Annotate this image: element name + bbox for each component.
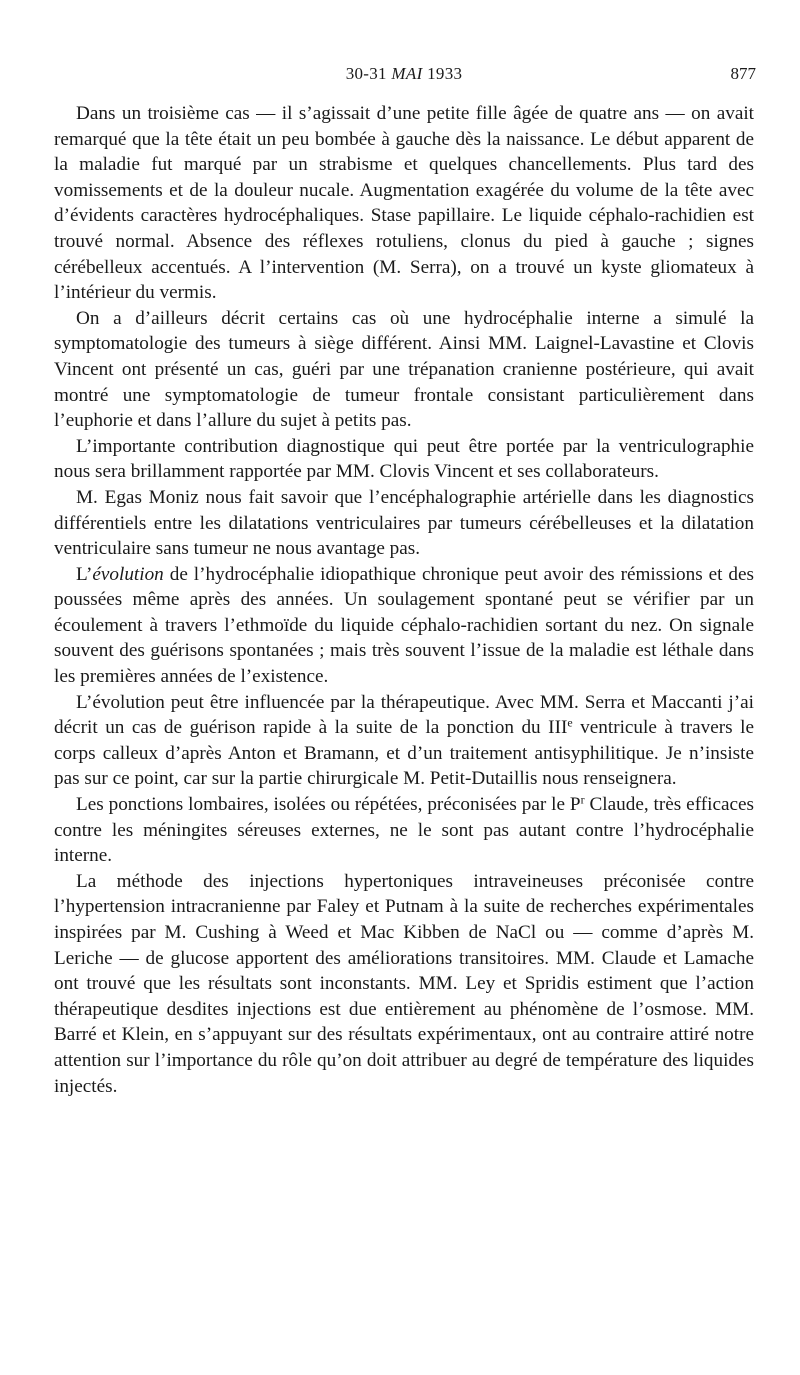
header-date-prefix: 30-31 (345, 64, 387, 83)
paragraph-3: L’importante contribution diagnostique qui peut être portée par la ventriculographie nous sera brillamment rapportée par MM. Clovis Vincent et ses collaborateurs. (54, 435, 754, 483)
header-date-month: MAI (391, 64, 423, 83)
paragraph-6 (54, 690, 754, 792)
paragraph-5-rest: de l’hydrocéphalie idiopathique chronique peut avoir des rémissions et des poussées même après des années. Un soulagement spontané peut se vérifier par un écoulement à travers l’ethmoïde du liquide céphalo-rachidien sortant du nez. On signale souvent des guérisons spontanées ; mais très souvent l’issue de la maladie est léthale dans les premières années de l’existence. (54, 563, 754, 688)
paragraph-1: Dans un troisième cas — il s’agissait d’une petite fille âgée de quatre ans — on avait remarqué que la tête était un peu bombée à gauche dès la naissance. Le début apparent de la maladie fut marqué par un strabisme et quelques chancellements. Plus tard des vomissements et de la douleur nucale. Augmentation exagérée du volume de la tête avec d’évidents caractères hydrocéphaliques. Stase papillaire. Le liquide céphalo-rachidien est trouvé normal. Absence des réflexes rotuliens, clonus du pied à gauche ; signes cérébelleux accentués. A l’intervention (M. Serra), on a trouvé un kyste gliomateux à l’intérieur du vermis. (54, 103, 754, 304)
paragraph-7-part-a: Les ponctions lombaires, isolées ou répétées, préconisées par le P (76, 794, 581, 816)
page-number: 877 (730, 64, 756, 83)
paragraph-2: On a d’ailleurs décrit certains cas où une hydrocéphalie interne a simulé la symptomatologie des tumeurs à siège différent. Ainsi MM. Laignel-Lavastine et Clovis Vincent ont présenté un cas, guéri par une trépanation cranienne postérieure, qui avait montré une symptomatologie de tumeur frontale consistant particulièrement dans l’euphorie et dans l’allure du sujet à petits pas. (54, 307, 754, 432)
paragraph-6-superscript: e (567, 715, 573, 730)
paragraph-7 (54, 792, 754, 869)
paragraph-5 (54, 562, 754, 690)
paragraph-7-part-b: Claude, très efficaces contre les méningites séreuses externes, ne le sont pas autant contre l’hydrocéphalie interne. (54, 794, 754, 867)
paragraph-7-superscript: r (580, 792, 585, 807)
header-date-year: 1933 (427, 64, 463, 83)
paragraph-5-italic: évolution (92, 563, 164, 585)
header-date (54, 64, 754, 84)
paragraph-8: La méthode des injections hypertoniques intraveineuses préconisée contre l’hypertension intracranienne par Faley et Putnam à la suite de recherches expérimentales inspirées par M. Cushing à Weed et Mac Kibben de NaCl ou — comme d’après M. Leriche — de glucose apportent des améliorations transitoires. MM. Claude et Lamache ont trouvé que les résultats sont inconstants. MM. Ley et Spridis estiment que l’action thérapeutique desdites injections est due entièrement au phénomène de l’osmose. MM. Barré et Klein, en s’appuyant sur des résultats expérimentaux, ont au contraire attiré notre attention sur l’importance du rôle qu’on doit attribuer au degré de température des liquides injectés. (54, 870, 754, 1097)
running-header (54, 64, 754, 88)
body-text (54, 101, 754, 1099)
paragraph-6-part-b: ventricule à travers le corps calleux d’après Anton et Bramann, et d’un traitement antisyphilitique. Je n’insiste pas sur ce point, car sur la partie chirurgicale M. Petit-Dutaillis nous renseignera. (54, 717, 755, 790)
paragraph-6-part-a: L’évolution peut être influencée par la thérapeutique. Avec MM. Serra et Maccanti j’ai décrit un cas de guérison rapide à la suite de la ponction du III (54, 691, 754, 739)
paragraph-5-lead: L’ (76, 563, 93, 585)
paragraph-4: M. Egas Moniz nous fait savoir que l’encéphalographie artérielle dans les diagnostics différentiels entre les dilatations ventriculaires par tumeurs cérébelleuses et la dilatation ventriculaire sans tumeur ne nous avantage pas. (54, 486, 754, 560)
